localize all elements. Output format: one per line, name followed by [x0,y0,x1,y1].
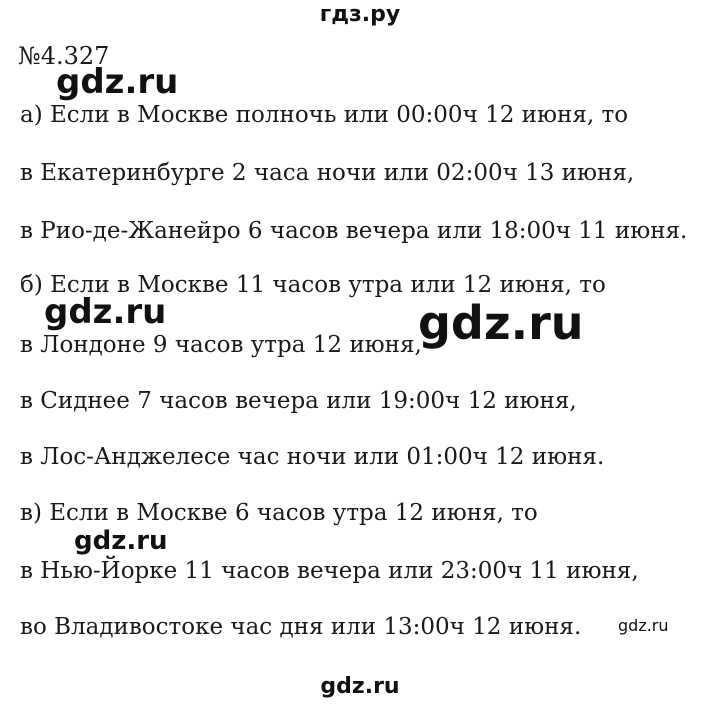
site-footer: gdz.ru [320,674,400,699]
watermark-5: gdz.ru [618,616,669,635]
answer-line-b-3: в Сиднее 7 часов вечера или 19:00ч 12 июня, [20,388,577,414]
answer-line-b-1: б) Если в Москве 11 часов утра или 12 июня, то [20,272,606,298]
watermark-3: gdz.ru [418,296,584,350]
answer-line-v-3: во Владивостоке час дня или 13:00ч 12 июня. [20,614,582,640]
answer-line-a-1: а) Если в Москве полночь или 00:00ч 12 июня, то [20,102,629,128]
watermark-4: gdz.ru [74,526,168,556]
answer-line-v-2: в Нью-Йорке 11 часов вечера или 23:00ч 11 июня, [20,558,639,584]
watermark-2: gdz.ru [44,292,167,332]
answer-line-b-4: в Лос-Анджелесе час ночи или 01:00ч 12 июня. [20,444,605,470]
answer-line-a-2: в Екатеринбурге 2 часа ночи или 02:00ч 13 июня, [20,160,635,186]
answer-line-a-3: в Рио-де-Жанейро 6 часов вечера или 18:00ч 11 июня. [20,218,688,244]
answer-line-v-1: в) Если в Москве 6 часов утра 12 июня, то [20,500,538,526]
answer-line-b-2: в Лондоне 9 часов утра 12 июня, [20,332,422,358]
watermark-1: gdz.ru [56,62,179,102]
site-header: гдз.ру [319,2,401,27]
problem-number: №4.327 [18,42,110,70]
